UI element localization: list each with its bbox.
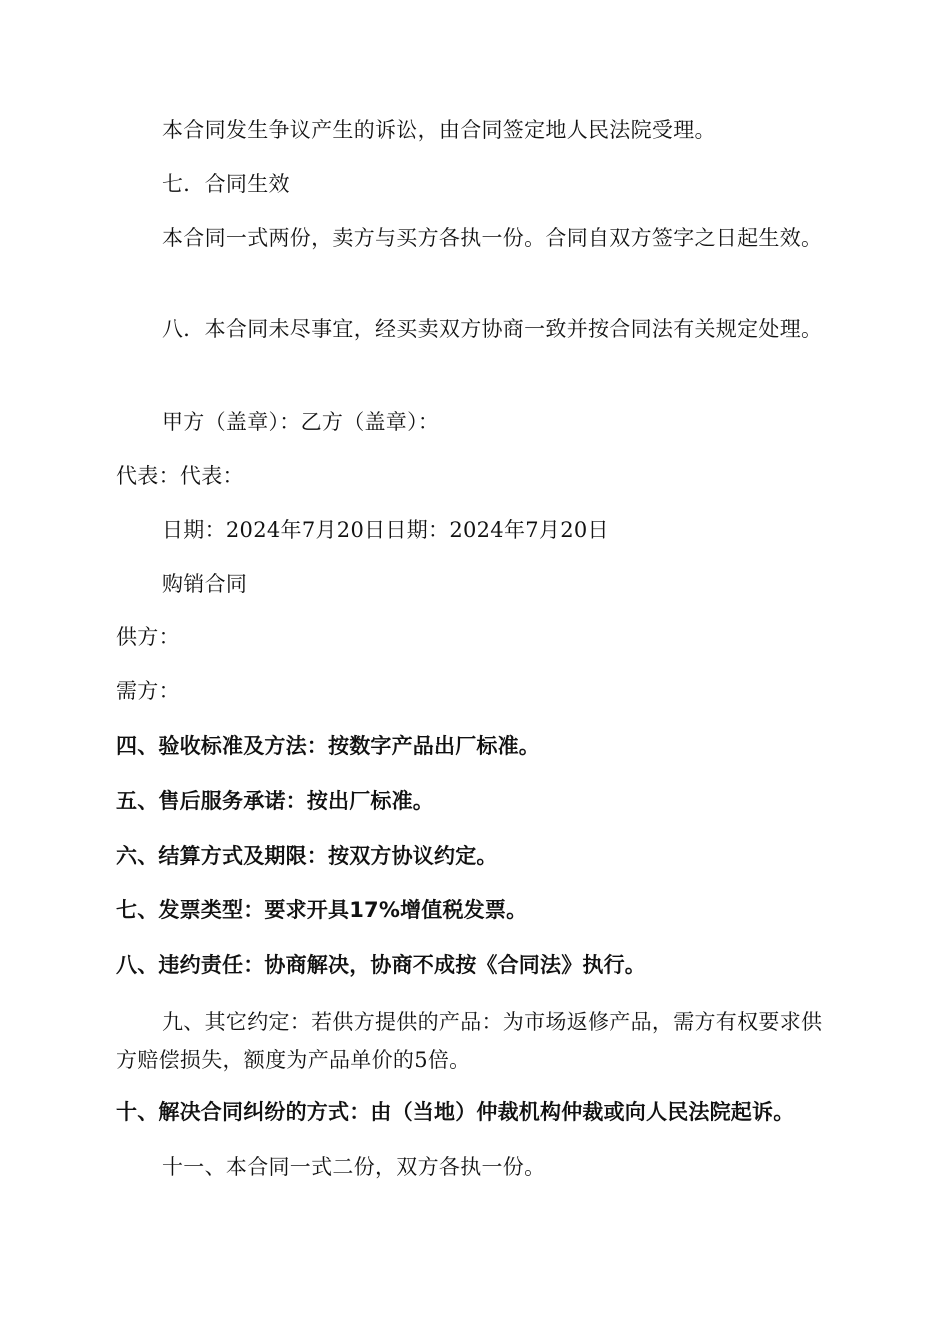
clause-breach-liability: 八、违约责任：协商解决，协商不成按《合同法》执行。 — [116, 953, 646, 977]
paragraph-unresolved-matters: 八．本合同未尽事宜，经买卖双方协商一致并按合同法有关规定处理。 — [162, 317, 823, 341]
paragraph-dispute-litigation: 本合同发生争议产生的诉讼，由合同签定地人民法院受理。 — [162, 118, 716, 142]
purchase-contract-title: 购销合同 — [162, 572, 248, 596]
clause-settlement-terms: 六、结算方式及期限：按双方协议约定。 — [116, 844, 498, 868]
paragraph-copies-effective: 本合同一式两份，卖方与买方各执一份。合同自双方签字之日起生效。 — [162, 226, 823, 250]
clause-acceptance-standard: 四、验收标准及方法：按数字产品出厂标准。 — [116, 734, 540, 758]
clause-invoice-type: 七、发票类型：要求开具17%增值税发票。 — [116, 898, 528, 922]
buyer-line: 需方： — [116, 679, 180, 703]
clause-dispute-resolution: 十、解决合同纠纷的方式：由（当地）仲裁机构仲裁或向人民法院起诉。 — [116, 1100, 795, 1124]
heading-contract-effective: 七．合同生效 — [162, 172, 290, 196]
supplier-line: 供方： — [116, 625, 180, 649]
signature-parties-line: 甲方（盖章）：乙方（盖章）： — [162, 410, 440, 434]
clause-copies: 十一、本合同一式二份，双方各执一份。 — [162, 1155, 546, 1179]
clause-other-agreements: 九、其它约定：若供方提供的产品：为市场返修产品，需方有权要求供方赔偿损失，额度为产品单价的5倍。 — [116, 1010, 823, 1072]
representatives-line: 代表：代表： — [116, 464, 244, 488]
dates-line: 日期：2024年7月20日日期：2024年7月20日 — [162, 518, 609, 542]
clause-after-sales-service: 五、售后服务承诺：按出厂标准。 — [116, 789, 434, 813]
